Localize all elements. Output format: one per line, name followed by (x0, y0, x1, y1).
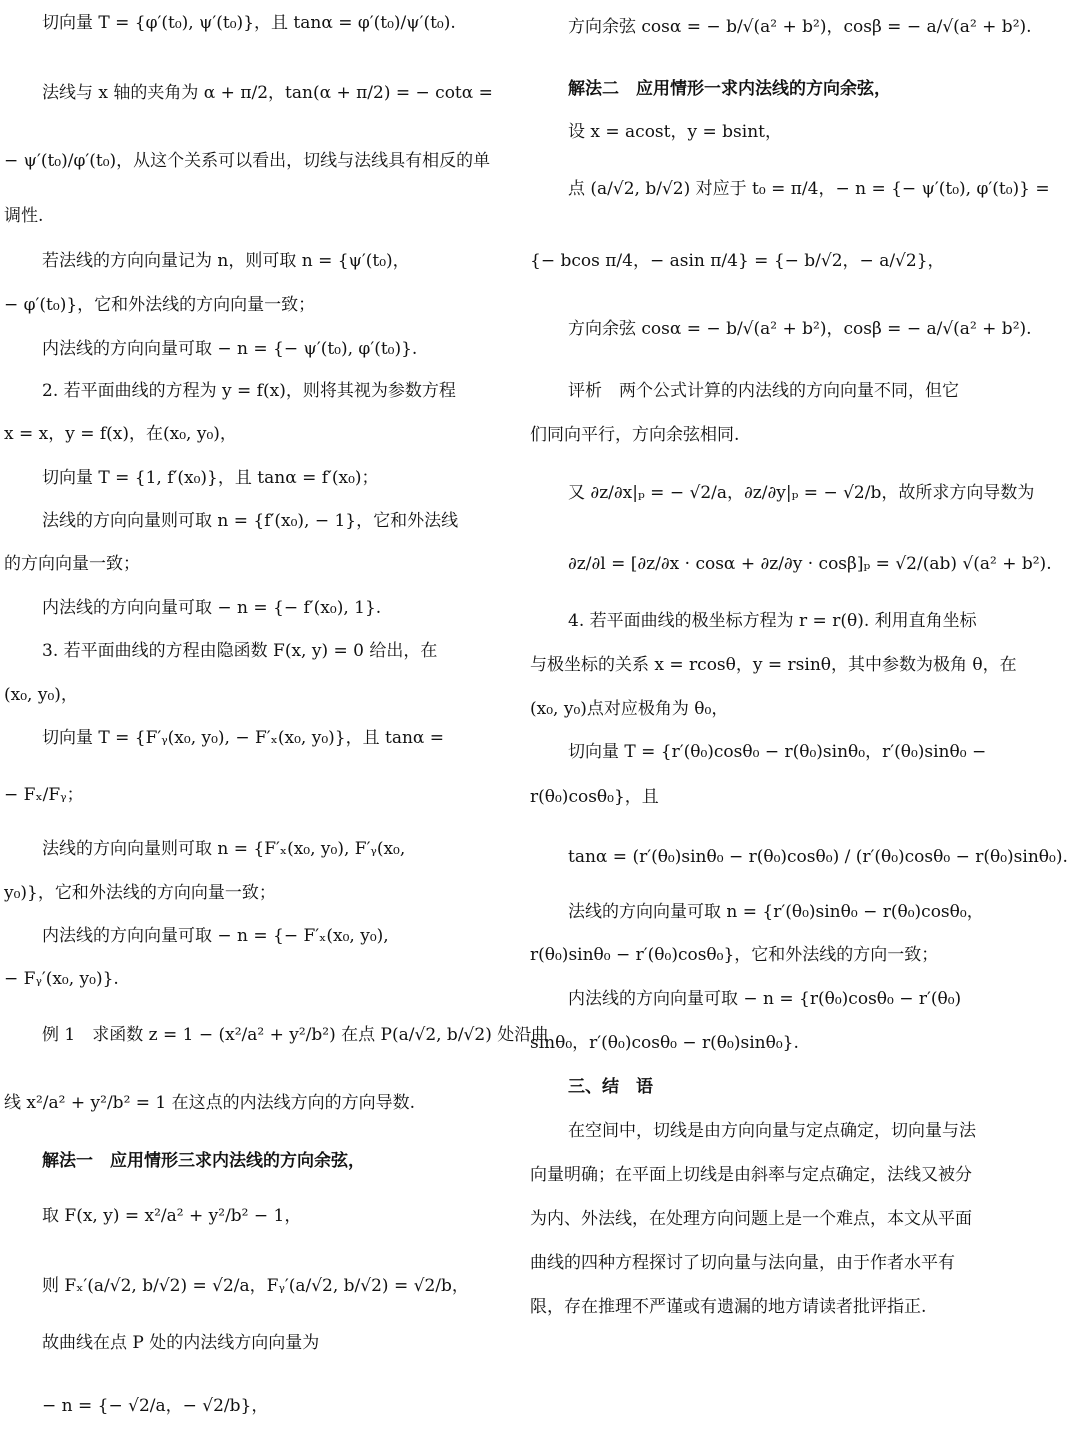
solution-heading: 解法二 应用情形一求内法线的方向余弦， (568, 79, 891, 99)
text-line: − Fₓ/Fᵧ； (4, 785, 84, 805)
text-line: 切向量 T = {F′ᵧ(x₀, y₀), − F′ₓ(x₀, y₀)}，且 tanα = (42, 728, 445, 748)
text-line: 内法线的方向向量可取 − n = {− ψ′(t₀), φ′(t₀)}. (42, 339, 418, 359)
text-line: 内法线的方向向量可取 − n = {− F′ₓ(x₀, y₀), (42, 926, 389, 946)
text-line: 切向量 T = {φ′(t₀), ψ′(t₀)}，且 tanα = φ′(t₀)/ψ′(t₀). (42, 13, 456, 33)
text-line: 法线的方向向量则可取 n = {F′ₓ(x₀, y₀), F′ᵧ(x₀, (42, 839, 406, 859)
text-line: 向量明确；在平面上切线是由斜率与定点确定，法线又被分 (530, 1165, 972, 1185)
formula-line: tanα = (r′(θ₀)sinθ₀ − r(θ₀)cosθ₀) / (r′(θ₀)cosθ₀ − r(θ₀)sinθ₀). (568, 847, 1068, 867)
formula-line: {− bcos π/4，− asin π/4} = {− b/√2，− a/√2}， (530, 251, 945, 271)
solution-heading: 解法一 应用情形三求内法线的方向余弦， (42, 1151, 365, 1171)
text-line: 内法线的方向向量可取 − n = {r(θ₀)cosθ₀ − r′(θ₀) (568, 989, 962, 1009)
text-line: 4. 若平面曲线的极坐标方程为 r = r(θ). 利用直角坐标 (568, 611, 977, 631)
text-line: 若法线的方向向量记为 n，则可取 n = {ψ′(t₀)， (42, 251, 410, 271)
text-line: 的方向向量一致； (4, 554, 140, 574)
text-line: − Fᵧ′(x₀, y₀)}. (4, 969, 119, 989)
comment-line: 评析 两个公式计算的内法线的方向向量不同，但它 (568, 381, 959, 401)
text-line: y₀)}，它和外法线的方向向量一致； (4, 883, 276, 903)
text-line: x = x，y = f(x)，在(x₀, y₀)， (4, 424, 237, 444)
text-line: 切向量 T = {r′(θ₀)cosθ₀ − r(θ₀)sinθ₀，r′(θ₀)sinθ₀ − (568, 742, 987, 762)
text-line: (x₀, y₀)， (4, 685, 78, 705)
text-line: 调性. (4, 206, 44, 226)
text-line: 与极坐标的关系 x = rcosθ，y = rsinθ，其中参数为极角 θ，在 (530, 655, 1017, 675)
text-line: 内法线的方向向量可取 − n = {− f′(x₀), 1}. (42, 598, 382, 618)
example-heading: 例 1 求函数 z = 1 − (x²/a² + y²/b²) 在点 P(a/√2, b/√2) 处沿曲 (42, 1025, 549, 1045)
text-line: 设 x = acost，y = bsint， (568, 122, 782, 142)
formula-line: − n = {− √2/a，− √2/b}， (42, 1396, 269, 1416)
text-line: 点 (a/√2, b/√2) 对应于 t₀ = π/4，− n = {− ψ′(t₀), φ′(t₀)} = (568, 179, 1050, 199)
text-line: 法线的方向向量可取 n = {r′(θ₀)sinθ₀ − r(θ₀)cosθ₀， (568, 902, 984, 922)
text-line: 2. 若平面曲线的方程为 y = f(x)，则将其视为参数方程 (42, 381, 456, 401)
formula-line: 方向余弦 cosα = − b/√(a² + b²)，cosβ = − a/√(a² + b²). (568, 319, 1032, 339)
text-line: 法线的方向向量则可取 n = {f′(x₀), − 1}，它和外法线 (42, 511, 459, 531)
text-line: 切向量 T = {1, f′(x₀)}，且 tanα = f′(x₀)； (42, 468, 379, 488)
formula-line: ∂z/∂l = [∂z/∂x · cosα + ∂z/∂y · cosβ]ₚ = √2/(ab) √(a² + b²). (568, 554, 1052, 574)
text-line: r(θ₀)sinθ₀ − r′(θ₀)cosθ₀}，它和外法线的方向一致； (530, 945, 939, 965)
text-line: 线 x²/a² + y²/b² = 1 在这点的内法线方向的方向导数. (4, 1093, 416, 1113)
text-line: (x₀, y₀)点对应极角为 θ₀， (530, 699, 729, 719)
text-line: 取 F(x, y) = x²/a² + y²/b² − 1， (42, 1206, 302, 1226)
text-line: 限，存在推理不严谨或有遗漏的地方请读者批评指正. (530, 1297, 927, 1317)
text-line: 故曲线在点 P 处的内法线方向向量为 (42, 1333, 320, 1353)
text-line: 在空间中，切线是由方向向量与定点确定，切向量与法 (568, 1121, 976, 1141)
text-line: r(θ₀)cosθ₀}，且 (530, 787, 659, 807)
text-line: 为内、外法线，在处理方向问题上是一个难点，本文从平面 (530, 1209, 972, 1229)
text-line: 3. 若平面曲线的方程由隐函数 F(x, y) = 0 给出，在 (42, 641, 438, 661)
text-line: 则 Fₓ′(a/√2, b/√2) = √2/a，Fᵧ′(a/√2, b/√2) = √2/b， (42, 1276, 469, 1296)
section-heading: 三、结 语 (568, 1077, 653, 1097)
text-line: 法线与 x 轴的夹角为 α + π/2，tan(α + π/2) = − cotα = (42, 83, 493, 103)
text-line: − φ′(t₀)}，它和外法线的方向向量一致； (4, 295, 316, 315)
formula-line: 又 ∂z/∂x|ₚ = − √2/a，∂z/∂y|ₚ = − √2/b，故所求方向导数为 (568, 483, 1035, 503)
text-line: 们同向平行，方向余弦相同. (530, 425, 740, 445)
text-line: sinθ₀，r′(θ₀)cosθ₀ − r(θ₀)sinθ₀}. (530, 1033, 799, 1053)
formula-line: 方向余弦 cosα = − b/√(a² + b²)，cosβ = − a/√(a² + b²). (568, 17, 1032, 37)
text-line: 曲线的四种方程探讨了切向量与法向量，由于作者水平有 (530, 1253, 955, 1273)
text-line: − ψ′(t₀)/φ′(t₀)，从这个关系可以看出，切线与法线具有相反的单 (4, 151, 491, 171)
